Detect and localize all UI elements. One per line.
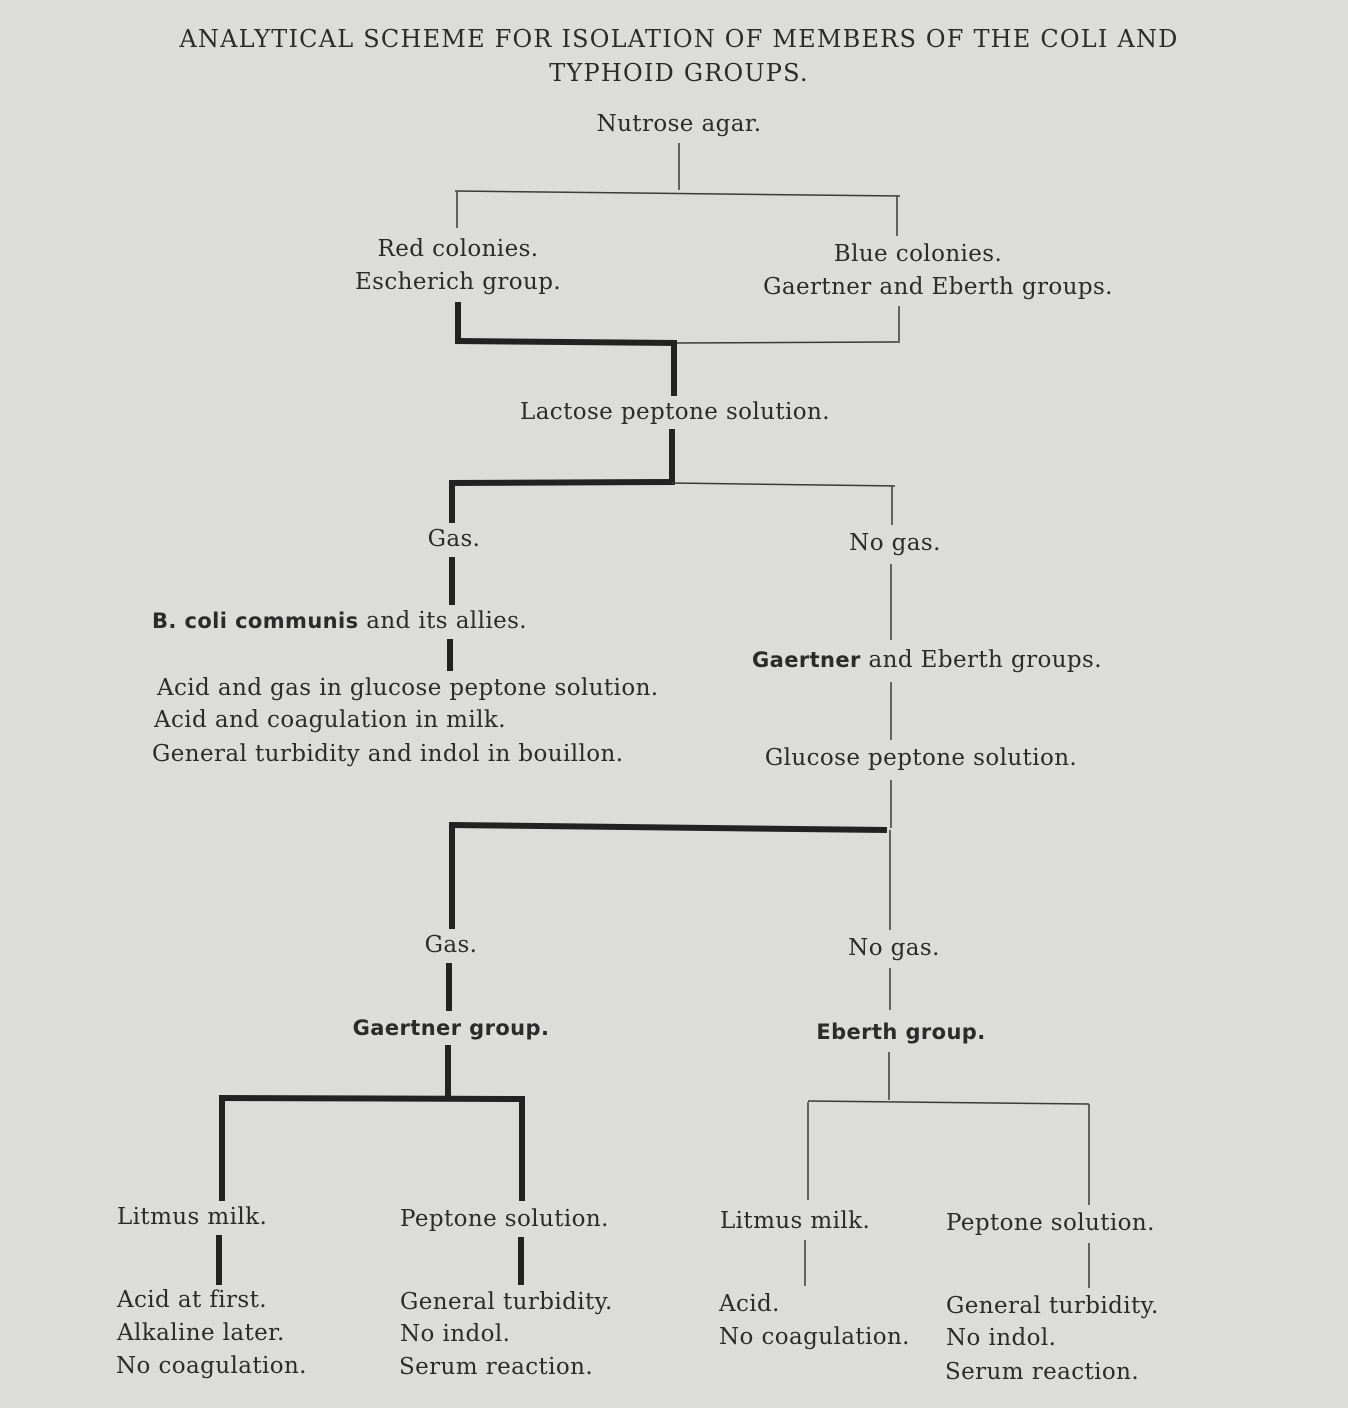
gaertner-peptone-solution: Peptone solution.: [400, 1206, 609, 1232]
node-gaertner-eberth-groups: [752, 644, 1102, 676]
diagram-title-line1: ANALYTICAL SCHEME FOR ISOLATION OF MEMBERS OF THE COLI AND: [179, 25, 1179, 53]
eberth-litmus-result-1: Acid.: [719, 1291, 780, 1317]
node-blue-colonies: Blue colonies.: [833, 241, 1003, 267]
connector-gas1-bar: [452, 482, 672, 483]
node-gas-1: Gas.: [427, 526, 481, 552]
gaertner-eberth-rest: and Eberth groups.: [860, 647, 1102, 673]
eberth-peptone-solution: Peptone solution.: [946, 1210, 1155, 1236]
eberth-litmus-result-2: No coagulation.: [719, 1324, 910, 1350]
node-no-gas-1: No gas.: [849, 530, 941, 556]
node-no-gas-2: No gas.: [848, 935, 940, 961]
node-gas-2: Gas.: [424, 932, 478, 958]
b-coli-rest: and its allies.: [358, 608, 528, 634]
gaertner-peptone-result-2: No indol.: [400, 1321, 511, 1347]
gaertner-peptone-result-3: Serum reaction.: [399, 1354, 594, 1380]
coli-property-2: Acid and coagulation in milk.: [154, 707, 506, 733]
eberth-peptone-result-2: No indol.: [946, 1325, 1057, 1351]
node-glucose-peptone: Glucose peptone solution.: [764, 745, 1078, 771]
coli-property-3: General turbidity and indol in bouillon.: [152, 741, 624, 767]
diagram-title-line2: TYPHOID GROUPS.: [549, 59, 809, 87]
node-b-coli-communis: [152, 605, 527, 637]
node-lactose-peptone: Lactose peptone solution.: [520, 399, 830, 425]
eberth-peptone-result-1: General turbidity.: [946, 1293, 1159, 1319]
b-coli-name: B. coli communis: [152, 609, 359, 633]
gaertner-litmus-result-3: No coagulation.: [116, 1353, 307, 1379]
gaertner-litmus-result-2: Alkaline later.: [117, 1320, 285, 1346]
connector-nogas1-bar: [672, 483, 895, 486]
node-red-colonies: Red colonies.: [377, 236, 539, 262]
connector-blue-bar: [674, 342, 900, 343]
node-escherich-group: Escherich group.: [354, 269, 562, 295]
node-gaertner-group: Gaertner group.: [352, 1016, 550, 1040]
eberth-litmus-milk: Litmus milk.: [720, 1208, 871, 1234]
connector-gas2-bar: [452, 825, 884, 830]
coli-property-1: Acid and gas in glucose peptone solution.: [157, 675, 659, 701]
gaertner-peptone-result-1: General turbidity.: [400, 1289, 613, 1315]
node-nutrose-agar: Nutrose agar.: [596, 111, 762, 137]
node-eberth-group: Eberth group.: [816, 1020, 986, 1044]
connector-eberth-bar: [808, 1101, 1089, 1104]
gaertner-name: Gaertner: [752, 648, 861, 672]
gaertner-litmus-milk: Litmus milk.: [117, 1204, 268, 1230]
node-gaertner-eberth-groups-top: Gaertner and Eberth groups.: [763, 274, 1113, 300]
connector-root-bar: [455, 191, 900, 196]
eberth-peptone-result-3: Serum reaction.: [945, 1359, 1140, 1385]
gaertner-litmus-result-1: Acid at first.: [117, 1287, 267, 1313]
connector-red-bar: [458, 341, 674, 343]
connector-gaertner-bar: [222, 1098, 522, 1099]
